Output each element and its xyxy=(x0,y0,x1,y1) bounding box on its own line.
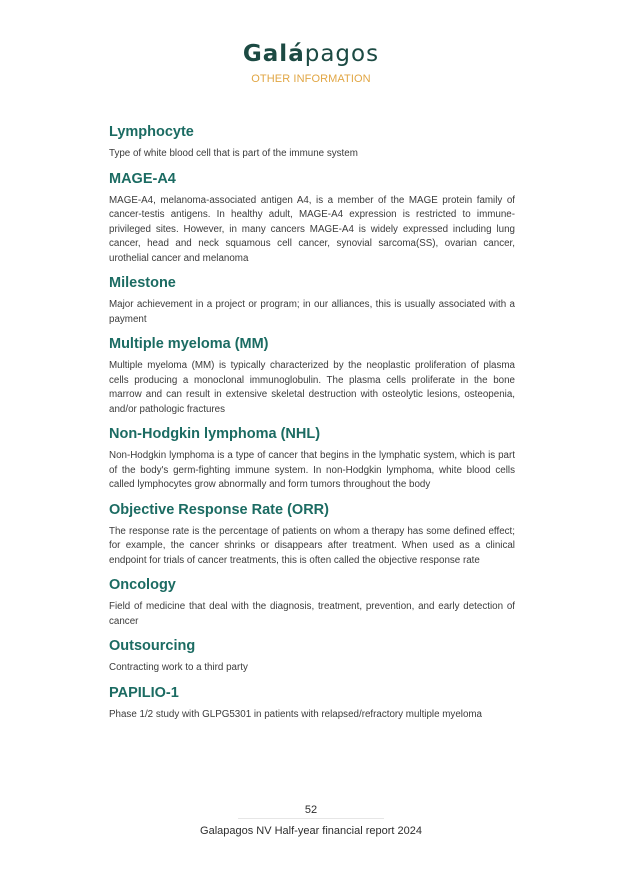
glossary-term xyxy=(109,273,515,327)
logo-light-part: pagos xyxy=(304,41,380,67)
glossary-term xyxy=(109,424,515,493)
glossary-term xyxy=(109,169,515,267)
footer-divider xyxy=(238,818,384,819)
glossary-term xyxy=(109,636,515,676)
term-definition: Phase 1/2 study with GLPG5301 in patients with relapsed/refractory multiple myeloma xyxy=(109,708,483,720)
term-title: MAGE-A4 xyxy=(109,170,176,187)
term-definition: The response rate is the percentage of patients on whom a therapy has some defined effect; for example, the cancer shrinks or disappears after treatment. When used as a clinical endpoint for trials of cancer treatments, this is often called the objective response rate xyxy=(109,525,515,566)
glossary-term xyxy=(109,683,515,723)
report-title: Galapagos NV Half-year financial report 2024 xyxy=(200,825,422,837)
term-title: Outsourcing xyxy=(109,638,196,654)
glossary-term xyxy=(109,122,515,162)
section-label: OTHER INFORMATION xyxy=(251,73,371,85)
page-footer xyxy=(0,803,622,838)
glossary-term xyxy=(109,500,515,569)
galapagos-logo xyxy=(0,40,622,68)
term-title: Multiple myeloma (MM) xyxy=(109,336,269,352)
term-title: Lymphocyte xyxy=(109,124,194,140)
glossary-content xyxy=(109,122,515,722)
page-number: 52 xyxy=(304,804,318,816)
term-definition: Major achievement in a project or program; in our alliances, this is usually associated with a payment xyxy=(109,299,515,325)
term-definition: Multiple myeloma (MM) is typically characterized by the neoplastic proliferation of plasma cells producing a monoclonal immunoglobulin. The plasma cells proliferate in the bone marrow and can result in extensive skeletal destruction with osteolytic lesions, osteopenia, and/or pathologic fractures xyxy=(109,360,515,415)
term-definition: MAGE-A4, melanoma-associated antigen A4, is a member of the MAGE protein family of cancer-testis antigens. In healthy adult, MAGE-A4 expression is restricted to immune-privileged sites. However, in many cancers MAGE-A4 is widely expressed including lung cancer, head and neck squamous cell cancer, synovial sarcoma(SS), ovarian cancer, urothelial cancer and melanoma xyxy=(109,194,515,264)
term-title: Non-Hodgkin lymphoma (NHL) xyxy=(109,426,321,442)
term-title: Oncology xyxy=(109,577,176,593)
term-title: PAPILIO-1 xyxy=(109,684,179,701)
term-title: Milestone xyxy=(109,275,176,291)
glossary-term xyxy=(109,575,515,629)
page-header xyxy=(0,40,622,85)
glossary-term xyxy=(109,334,515,417)
term-definition: Non-Hodgkin lymphoma is a type of cancer that begins in the lymphatic system, which is part of the body's germ-fighting immune system. In non-Hodgkin lymphoma, white blood cells called lymphocytes grow abnormally and form tumors throughout the body xyxy=(109,450,515,490)
term-title: Objective Response Rate (ORR) xyxy=(109,501,329,518)
logo-bold-part: Galá xyxy=(242,41,305,67)
term-definition: Field of medicine that deal with the diagnosis, treatment, prevention, and early detection of cancer xyxy=(109,601,515,627)
term-definition: Type of white blood cell that is part of the immune system xyxy=(109,148,358,159)
term-definition: Contracting work to a third party xyxy=(109,662,248,673)
